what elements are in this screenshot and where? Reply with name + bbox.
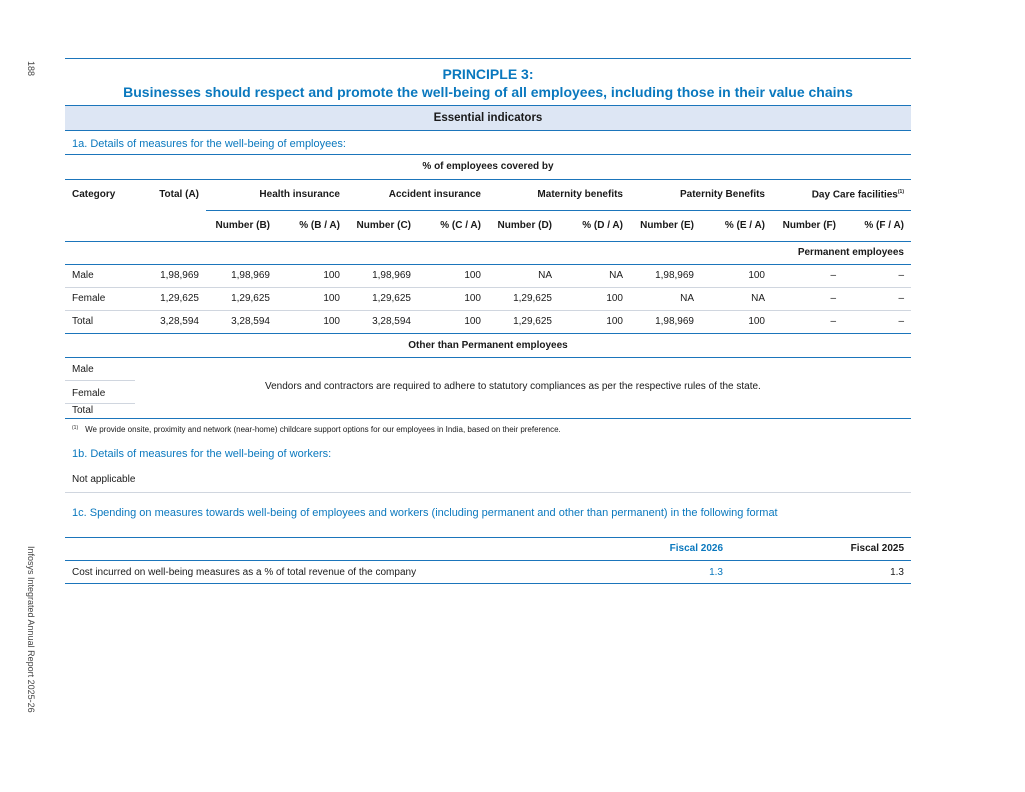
table-row: [65, 561, 911, 584]
subheader-pct-c: % (C / A): [418, 210, 488, 241]
principle-title: PRINCIPLE 3:: [442, 66, 534, 82]
cell-number-d: 1,29,625: [488, 287, 559, 310]
cell-pct-f: –: [843, 264, 911, 287]
header-total: Total (A): [159, 189, 199, 201]
cell-pct-f: –: [843, 310, 911, 333]
subheader-pct-e: % (E / A): [701, 210, 772, 241]
cell-number-d: 1,29,625: [488, 310, 559, 333]
cell-fiscal-2026: 1.3: [625, 561, 730, 584]
cell-total: 1,98,969: [137, 264, 206, 287]
header-health-insurance: Health insurance: [259, 189, 340, 200]
subheader-pct-b: % (B / A): [277, 210, 347, 241]
row-category: Female: [65, 287, 137, 310]
cell-pct-b: 100: [277, 310, 347, 333]
row-category: Male: [65, 264, 137, 287]
footnote-mark: (1): [72, 424, 79, 431]
section-1c-heading: 1c. Spending on measures towards well-being of employees and workers (including permanent and other than permanent) in the following format: [65, 493, 911, 538]
cell-pct-b: 100: [277, 287, 347, 310]
spending-row-label: Cost incurred on well-being measures as a % of total revenue of the company: [65, 561, 625, 584]
principle-section: [65, 58, 911, 584]
cell-number-e: 1,98,969: [630, 264, 701, 287]
other-than-permanent-note: Vendors and contractors are required to adhere to statutory compliances as per the respective rules of the state.: [265, 380, 761, 392]
cell-pct-b: 100: [277, 264, 347, 287]
cell-number-c: 3,28,594: [347, 310, 418, 333]
other-than-permanent-label: Other than Permanent employees: [65, 334, 911, 358]
covered-by-label: % of employees covered by: [65, 155, 911, 179]
report-side-label: Infosys Integrated Annual Report 2025-26: [26, 546, 36, 713]
other-row-male: Male: [65, 358, 135, 381]
subheader-pct-d: % (D / A): [559, 210, 630, 241]
header-accident-insurance: Accident insurance: [388, 189, 481, 200]
other-than-permanent-block: [65, 358, 911, 419]
cell-number-c: 1,98,969: [347, 264, 418, 287]
subheader-number-c: Number (C): [347, 210, 418, 241]
cell-pct-e: 100: [701, 310, 772, 333]
cell-pct-f: –: [843, 287, 911, 310]
spending-header-blank: [65, 538, 625, 561]
cell-pct-d: 100: [559, 310, 630, 333]
cell-number-b: 1,98,969: [206, 264, 277, 287]
header-fiscal-2026: Fiscal 2026: [625, 538, 730, 561]
cell-pct-c: 100: [418, 287, 488, 310]
header-maternity-benefits: Maternity benefits: [537, 189, 623, 200]
principle-subtitle: Businesses should respect and promote the well-being of all employees, including those in their value chains: [123, 84, 853, 100]
header-category: Category: [72, 189, 116, 201]
row-category: Total: [65, 310, 137, 333]
cell-number-f: –: [772, 264, 843, 287]
cell-pct-c: 100: [418, 310, 488, 333]
cell-fiscal-2025: 1.3: [730, 561, 911, 584]
header-paternity-benefits: Paternity Benefits: [679, 189, 765, 200]
subheader-pct-f: % (F / A): [843, 210, 911, 241]
header-day-care-footnote-mark: (1): [897, 188, 904, 195]
header-day-care-label: Day Care facilities: [811, 189, 898, 201]
cell-pct-e: 100: [701, 264, 772, 287]
subheader-number-d: Number (D): [488, 210, 559, 241]
cell-number-f: –: [772, 287, 843, 310]
cell-pct-d: 100: [559, 287, 630, 310]
cell-total: 3,28,594: [137, 310, 206, 333]
subheader-number-b: Number (B): [206, 210, 277, 241]
permanent-employees-label: Permanent employees: [65, 241, 911, 264]
page-number: 188: [26, 61, 36, 77]
section-1b-heading: 1b. Details of measures for the well-being of workers:: [72, 447, 332, 460]
cell-pct-c: 100: [418, 264, 488, 287]
other-row-female: Female: [65, 381, 135, 404]
header-fiscal-2025: Fiscal 2025: [730, 538, 911, 561]
cell-pct-e: NA: [701, 287, 772, 310]
header-day-care: [772, 179, 911, 210]
cell-number-b: 1,29,625: [206, 287, 277, 310]
employee-wellbeing-table: [65, 155, 911, 334]
cell-pct-d: NA: [559, 264, 630, 287]
table-row: [65, 287, 911, 310]
cell-number-b: 3,28,594: [206, 310, 277, 333]
subheader-blank: [137, 210, 206, 241]
cell-number-f: –: [772, 310, 843, 333]
footnote: [65, 419, 911, 441]
cell-number-d: NA: [488, 264, 559, 287]
subheader-number-e: Number (E): [630, 210, 701, 241]
cell-number-e: NA: [630, 287, 701, 310]
table-row: [65, 310, 911, 333]
subheader-blank: [65, 210, 137, 241]
cell-number-c: 1,29,625: [347, 287, 418, 310]
cell-total: 1,29,625: [137, 287, 206, 310]
subheader-number-f: Number (F): [772, 210, 843, 241]
footnote-text: We provide onsite, proximity and network (near-home) childcare support options for our employees in India, based on their preference.: [85, 424, 561, 434]
table-row: [65, 264, 911, 287]
section-1a-heading: 1a. Details of measures for the well-being of employees:: [65, 131, 911, 155]
spending-table: [65, 538, 911, 585]
section-1b-value: Not applicable: [65, 471, 911, 493]
essential-indicators-band: Essential indicators: [65, 105, 911, 131]
other-row-total: Total: [72, 404, 94, 416]
cell-number-e: 1,98,969: [630, 310, 701, 333]
